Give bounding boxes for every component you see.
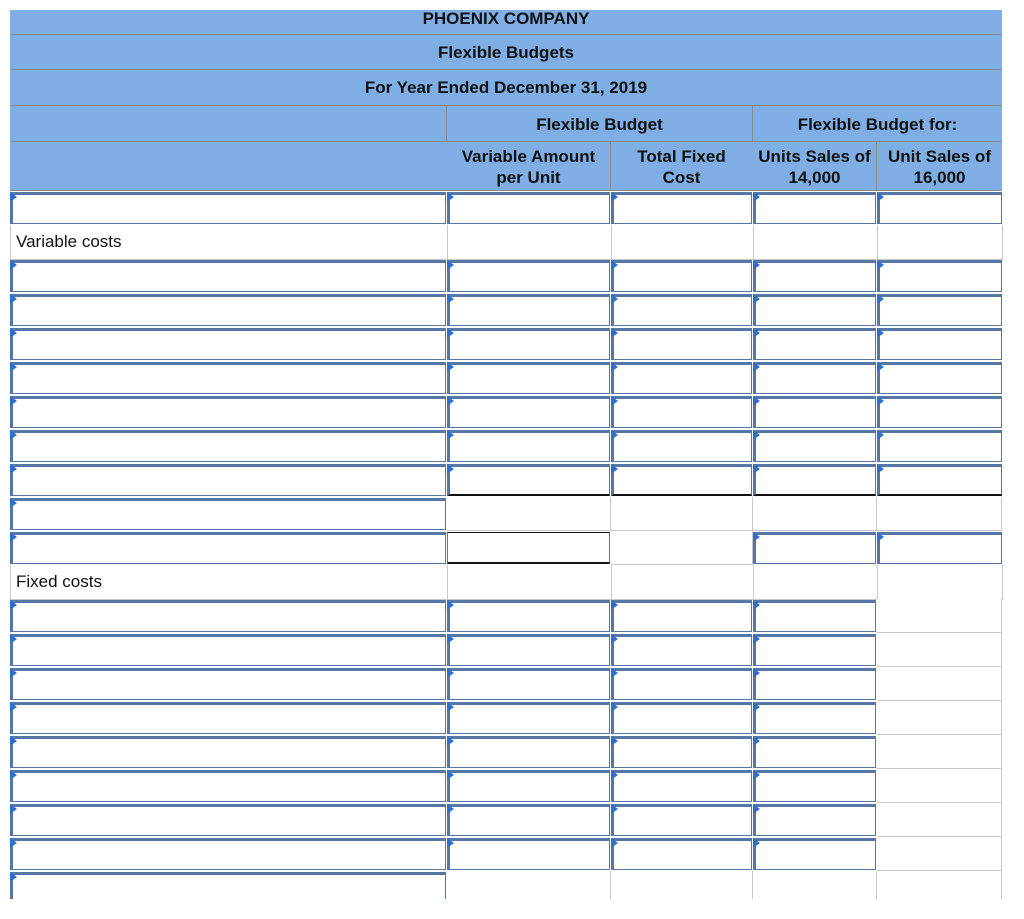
units-14000-input[interactable] [753,396,876,428]
table-row [10,191,1002,225]
table-row [10,429,1002,463]
table-row [10,735,1002,769]
units-16000-input[interactable] [877,328,1002,360]
total-fixed-input[interactable] [611,192,752,224]
variable-amount-input[interactable] [447,838,610,870]
units-14000-input[interactable] [753,634,876,666]
group-flexible-budget-for: Flexible Budget for: [797,114,958,134]
empty-cell [878,225,1003,259]
units-14000-input[interactable] [753,260,876,292]
table-row [10,701,1002,735]
empty-cell [447,497,611,531]
variable-amount-input[interactable] [447,668,610,700]
empty-cell [877,735,1002,769]
empty-cell [877,599,1002,633]
variable-amount-input[interactable] [447,600,610,632]
variable-costs-label: Variable costs [16,232,122,251]
empty-cell [611,871,753,899]
empty-cell [877,633,1002,667]
variable-amount-input[interactable] [447,702,610,734]
table-row [10,531,1002,565]
units-14000-input[interactable] [753,668,876,700]
units-16000-input[interactable] [877,294,1002,326]
fixed-costs-row [10,565,1003,600]
variable-amount-total-input[interactable] [447,532,610,564]
row-label-input[interactable] [10,872,446,899]
company-name: PHOENIX COMPANY [422,9,590,28]
total-fixed-input[interactable] [611,736,752,768]
total-fixed-input[interactable] [611,396,752,428]
total-fixed-input[interactable] [611,702,752,734]
units-14000-input[interactable] [753,464,876,496]
row-label-input[interactable] [10,362,446,394]
header-title-row [10,35,1002,70]
row-label-input[interactable] [10,668,446,700]
variable-amount-input[interactable] [447,634,610,666]
row-label-input[interactable] [10,532,446,564]
table-row [10,259,1002,293]
units-14000-input[interactable] [753,192,876,224]
variable-amount-input[interactable] [447,362,610,394]
total-fixed-input[interactable] [611,362,752,394]
units-14000-input[interactable] [753,294,876,326]
variable-amount-input[interactable] [447,260,610,292]
row-label-input[interactable] [10,498,446,530]
units-14000-input[interactable] [753,736,876,768]
units-16000-input[interactable] [877,396,1002,428]
group-flexible-budget: Flexible Budget [536,114,663,134]
empty-cell [612,565,754,599]
variable-amount-input[interactable] [447,804,610,836]
table-row [10,667,1002,701]
table-row [10,837,1002,871]
row-label-input[interactable] [10,804,446,836]
fixed-costs-label: Fixed costs [16,572,102,591]
total-fixed-input[interactable] [611,770,752,802]
col-units-16000: Unit Sales of 16,000 [888,146,991,187]
empty-cell [877,667,1002,701]
units-16000-input[interactable] [877,260,1002,292]
variable-amount-input[interactable] [447,736,610,768]
row-label-input[interactable] [10,192,446,224]
empty-cell [877,837,1002,871]
total-fixed-input[interactable] [611,838,752,870]
row-label-input[interactable] [10,702,446,734]
empty-cell [612,225,754,259]
table-row [10,803,1002,837]
table-row [10,871,1002,899]
table-row [10,769,1002,803]
total-fixed-input[interactable] [611,668,752,700]
empty-cell [611,497,753,531]
variable-amount-input[interactable] [447,294,610,326]
row-label-input[interactable] [10,260,446,292]
table-row [10,361,1002,395]
row-label-input[interactable] [10,430,446,462]
row-label-input[interactable] [10,736,446,768]
total-fixed-input[interactable] [611,430,752,462]
total-fixed-input[interactable] [611,464,752,496]
total-fixed-input[interactable] [611,260,752,292]
empty-cell [447,871,611,899]
row-label-input[interactable] [10,600,446,632]
table-row [10,463,1002,497]
col-units-14000: Units Sales of 14,000 [758,146,871,187]
row-label-input[interactable] [10,464,446,496]
variable-amount-input[interactable] [447,396,610,428]
empty-cell [877,803,1002,837]
row-label-input[interactable] [10,634,446,666]
col-variable-amount: Variable Amount per Unit [461,146,596,187]
empty-cell [877,769,1002,803]
empty-cell [754,565,878,599]
variable-amount-input[interactable] [447,430,610,462]
total-fixed-input[interactable] [611,328,752,360]
empty-cell [448,565,612,599]
variable-amount-input[interactable] [447,464,610,496]
row-label-input[interactable] [10,770,446,802]
units-16000-input[interactable] [877,532,1002,564]
variable-amount-input[interactable] [447,192,610,224]
units-16000-input[interactable] [877,362,1002,394]
header-period-row [10,70,1002,106]
empty-cell [877,871,1002,899]
total-fixed-input[interactable] [611,294,752,326]
table-row [10,327,1002,361]
empty-cell [877,497,1002,531]
variable-amount-input[interactable] [447,328,610,360]
total-fixed-input[interactable] [611,600,752,632]
header-columns-row [10,142,1002,191]
col-total-fixed: Total Fixed Cost [637,146,726,187]
header-company-row [10,10,1002,35]
variable-costs-row [10,225,1003,260]
units-14000-input[interactable] [753,532,876,564]
header-group-row [10,106,1002,142]
empty-cell [448,225,612,259]
units-16000-input[interactable] [877,464,1002,496]
units-14000-input[interactable] [753,430,876,462]
row-label-input[interactable] [10,838,446,870]
units-16000-input[interactable] [877,430,1002,462]
units-14000-input[interactable] [753,328,876,360]
row-label-input[interactable] [10,396,446,428]
units-14000-input[interactable] [753,770,876,802]
units-14000-input[interactable] [753,362,876,394]
row-label-input[interactable] [10,328,446,360]
variable-costs-cell [11,225,448,259]
empty-cell [753,871,877,899]
total-fixed-input[interactable] [611,804,752,836]
units-14000-input[interactable] [753,702,876,734]
units-14000-input[interactable] [753,600,876,632]
table-row [10,497,1002,531]
units-16000-input[interactable] [877,192,1002,224]
units-14000-input[interactable] [753,838,876,870]
empty-cell [877,701,1002,735]
table-row [10,395,1002,429]
row-label-input[interactable] [10,294,446,326]
empty-cell [878,565,1003,599]
total-fixed-input[interactable] [611,634,752,666]
empty-cell [611,531,753,565]
empty-cell [753,497,877,531]
table-row [10,633,1002,667]
fixed-costs-cell [11,565,448,599]
table-row [10,599,1002,633]
report-title: Flexible Budgets [437,43,575,62]
empty-cell [754,225,878,259]
variable-amount-input[interactable] [447,770,610,802]
table-row [10,293,1002,327]
report-period: For Year Ended December 31, 2019 [364,78,648,97]
units-14000-input[interactable] [753,804,876,836]
